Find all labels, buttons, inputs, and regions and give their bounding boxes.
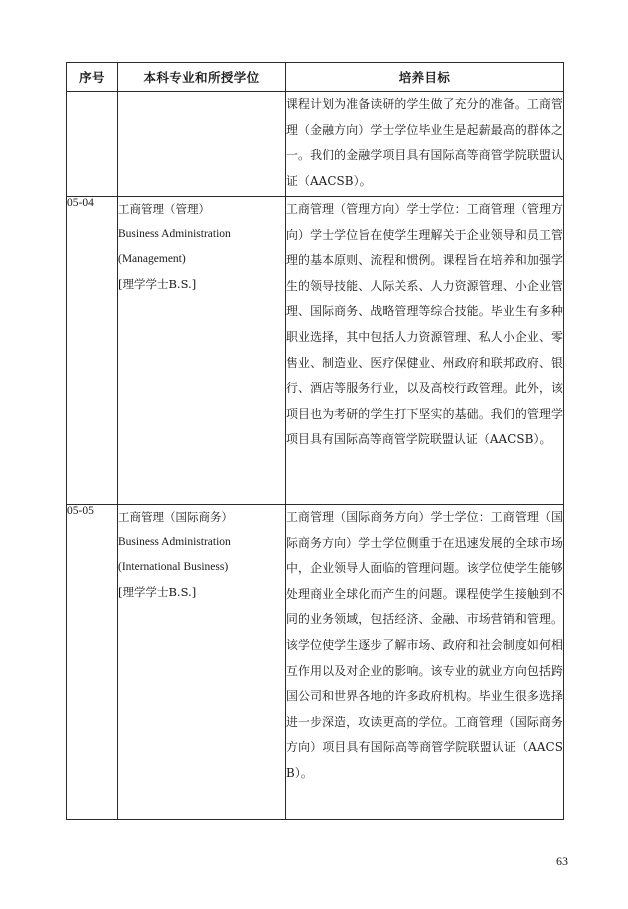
table-row bbox=[67, 92, 564, 197]
row-number bbox=[67, 92, 118, 197]
page-number: 63 bbox=[556, 854, 568, 868]
curriculum-table bbox=[66, 62, 564, 820]
row-goal bbox=[286, 197, 564, 505]
row-major bbox=[118, 505, 286, 820]
major-name-cn: 工商管理（国际商务） bbox=[118, 510, 233, 524]
row-number: 05-04 bbox=[67, 197, 118, 505]
major-name-cn: 工商管理（管理） bbox=[118, 202, 210, 216]
degree-awarded: [理学学士B.S.] bbox=[118, 277, 197, 291]
goal-text: 工商管理（管理方向）学士学位：工商管理（管理方向）学士学位旨在使学生理解关于企业领导和员工管理的基本原则、流程和惯例。课程旨在培养和加强学生的领导技能、人际关系、人力资源管理、小企业管理、国际商务、战略管理等综合技能。毕业生有多种职业选择，其中包括人力资源管理、私人小企业、零售业、制造业、医疗保健业、州政府和联邦政府、银行、酒店等服务行业，以及高校行政管理。此外，该项目也为考研的学生打下坚实的基础。我们的管理学项目具有国际高等商管学院联盟认证（AACSB）。 bbox=[286, 202, 563, 447]
column-header-major: 本科专业和所授学位 bbox=[118, 63, 286, 92]
major-concentration-en: (International Business) bbox=[118, 561, 229, 573]
major-name-en: Business Administration bbox=[118, 228, 231, 240]
table-row bbox=[67, 197, 564, 505]
column-header-goal: 培养目标 bbox=[286, 63, 564, 92]
row-goal bbox=[286, 92, 564, 197]
row-number: 05-05 bbox=[67, 505, 118, 820]
goal-text: 工商管理（国际商务方向）学士学位：工商管理（国际商务方向）学士学位侧重于在迅速发展的全球市场中，企业领导人面临的管理问题。该学位使学生能够处理商业全球化而产生的问题。课程使学生接触到不同的业务领域，包括经济、金融、市场营销和管理。该学位使学生逐步了解市场、政府和社会制度如何相互作用以及对企业的影响。该专业的就业方向包括跨国公司和世界各地的许多政府机构。毕业生很多选择进一步深造，攻读更高的学位。工商管理（国际商务方向）项目具有国际高等商管学院联盟认证（AACSB）。 bbox=[286, 510, 563, 780]
row-major bbox=[118, 92, 286, 197]
row-goal bbox=[286, 505, 564, 820]
table-header-row bbox=[67, 63, 564, 92]
goal-text: 课程计划为准备读研的学生做了充分的准备。工商管理（金融方向）学士学位毕业生是起薪最高的群体之一。我们的金融学项目具有国际高等商管学院联盟认证（AACSB）。 bbox=[286, 97, 563, 188]
degree-awarded: [理学学士B.S.] bbox=[118, 585, 197, 599]
column-header-no: 序号 bbox=[67, 63, 118, 92]
table-row bbox=[67, 505, 564, 820]
row-major bbox=[118, 197, 286, 505]
major-concentration-en: (Management) bbox=[118, 253, 186, 265]
major-name-en: Business Administration bbox=[118, 536, 231, 548]
